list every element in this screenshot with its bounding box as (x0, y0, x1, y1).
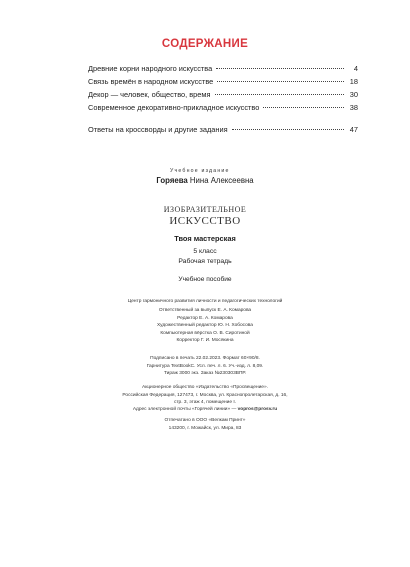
toc-entry-label: Связь времён в народном искусстве (88, 77, 214, 86)
table-of-contents (88, 62, 358, 136)
email-address: vopros@prosv.ru (237, 407, 278, 412)
publisher-line: стр. 3, этаж 4, помещение I. (173, 400, 237, 405)
book-subtitle: Твоя мастерская (174, 234, 236, 243)
staff-line: Ответственный за выпуск Е. А. Комарова (158, 308, 252, 313)
toc-leader-dots (215, 94, 345, 95)
toc-entry-label: Древние корни народного искусства (88, 64, 213, 73)
staff-line: Редактор Е. А. Комарова (177, 315, 233, 321)
publisher-line: Акционерное общество «Издательство «Просвещение». (142, 385, 268, 390)
toc-leader-dots (217, 81, 344, 82)
toc-leader-dots (263, 107, 344, 108)
toc-entry-label: Современное декоративно-прикладное искусство (88, 103, 260, 112)
printing-line: Отпечатано в ООО «Велкам Принт» (164, 418, 246, 423)
toc-entry (88, 101, 358, 114)
edition-type: Учебное издание (170, 168, 230, 174)
toc-entry-page: 4 (346, 62, 358, 75)
toc-entry-label: Ответы на кроссворды и другие задания (88, 125, 228, 134)
author-last-name: Горяева (156, 176, 188, 185)
printing-house (0, 417, 410, 432)
publishing-center: Центр гармоничного развития личности и педагогических технологий (127, 299, 283, 304)
author-first-name: Нина Алексеевна (189, 176, 254, 185)
printing-line: 143200, г. Можайск, ул. Мира, 83 (168, 425, 242, 431)
staff-line: Художественный редактор Ю. Н. Хобосова (157, 323, 253, 328)
toc-leader-dots (232, 129, 344, 130)
toc-entry-label: Декор — человек, общество, время (88, 90, 211, 99)
toc-entry (88, 123, 358, 136)
toc-entry-page: 47 (346, 123, 358, 136)
print-detail-line: Тираж 3000 экз. Заказ №230303ВПР. (163, 371, 247, 376)
series-title-line1: ИЗОБРАЗИТЕЛЬНОЕ (163, 205, 247, 214)
series-title-line2: ИСКУССТВО (169, 215, 241, 227)
publisher-line: Российская Федерация, 127473, г. Москва, ул. Краснопролетарская, д. 16, (122, 392, 288, 398)
publisher-info (0, 384, 410, 407)
toc-title: СОДЕРЖАНИЕ (161, 38, 249, 50)
toc-entry-page: 38 (346, 101, 358, 114)
staff-line: Корректор Г. И. Мосякина (176, 338, 234, 343)
toc-entry-page: 30 (346, 88, 358, 101)
toc-leader-dots (216, 68, 344, 69)
grade-label: 5 класс (193, 248, 217, 255)
staff-credits (0, 307, 410, 345)
author-name (0, 176, 410, 185)
toc-entry-page: 18 (346, 75, 358, 88)
print-details (0, 355, 410, 378)
hotline-email (0, 406, 410, 414)
print-detail-line: Гарнитура TextBookC. Усл. печ. л. 6. Уч.-изд. л. 8,09. (146, 363, 264, 369)
manual-label: Учебное пособие (178, 276, 232, 283)
toc-entry (88, 75, 358, 88)
workbook-label: Рабочая тетрадь (178, 258, 232, 265)
toc-entry (88, 62, 358, 75)
print-detail-line: Подписано в печать 22.02.2023. Формат 60×90/8. (150, 356, 260, 361)
staff-line: Компьютерная вёрстка О. В. Сиротиной (160, 330, 250, 336)
email-prefix: Адрес электронной почты «Горячей линии» — (132, 407, 237, 412)
toc-entry (88, 88, 358, 101)
